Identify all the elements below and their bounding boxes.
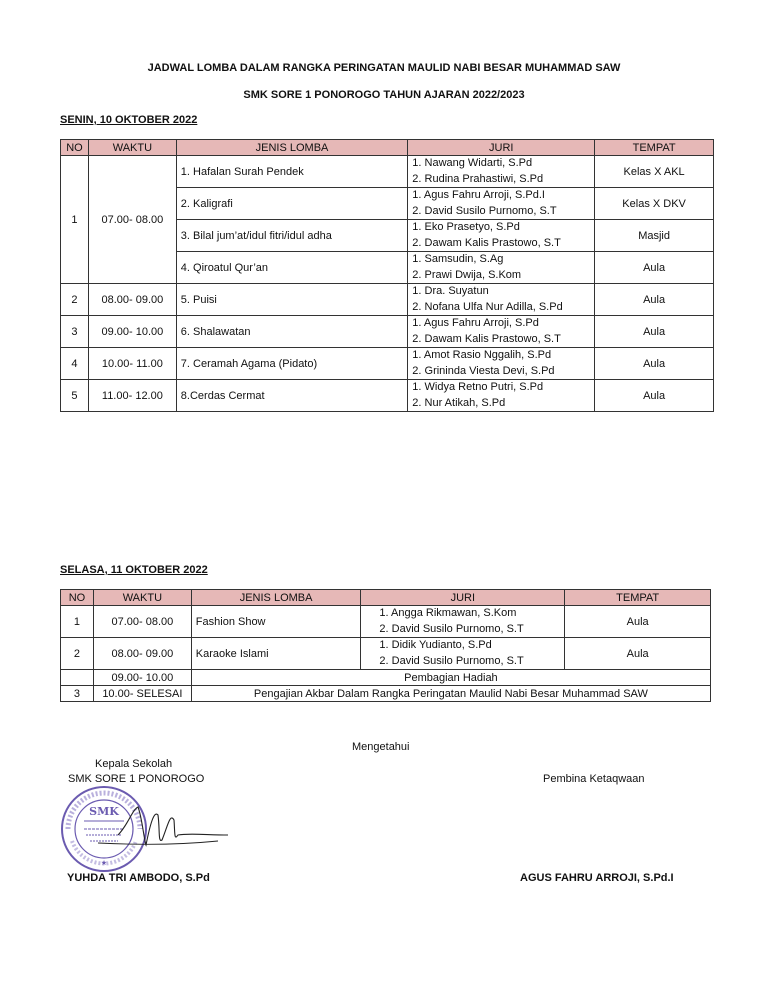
row-no: 3	[61, 686, 94, 702]
table-row	[61, 638, 711, 670]
svg-text:★: ★	[100, 860, 108, 867]
row-juri-2: 2. David Susilo Purnomo, S.T	[379, 622, 524, 635]
row-place: Aula	[595, 284, 714, 316]
table-row	[61, 670, 711, 686]
row-time: 11.00- 12.00	[88, 380, 176, 412]
row-place: Aula	[565, 606, 711, 638]
row-time: 09.00- 10.00	[93, 670, 191, 686]
row-no: 1	[61, 606, 94, 638]
row-juri-1: 1. Widya Retno Putri, S.Pd	[412, 381, 544, 393]
row-place: Masjid	[595, 220, 714, 252]
school-stamp-icon	[58, 785, 238, 875]
row-juri-1: 1. Amot Rasio Nggalih, S.Pd	[412, 349, 552, 361]
day2-label: SELASA, 11 OKTOBER 2022	[60, 564, 208, 576]
row-time: 10.00- 11.00	[88, 348, 176, 380]
pembina-title: Pembina Ketaqwaan	[543, 773, 645, 785]
col-header-juri: JURI	[361, 590, 565, 606]
document-subtitle: SMK SORE 1 PONOROGO TAHUN AJARAN 2022/2023	[243, 89, 525, 101]
document-title: JADWAL LOMBA DALAM RANGKA PERINGATAN MAULID NABI BESAR MUHAMMAD SAW	[147, 62, 621, 74]
table-row	[61, 284, 714, 316]
row-place: Aula	[595, 316, 714, 348]
col-header-no: NO	[61, 590, 94, 606]
col-header-no: NO	[61, 140, 89, 156]
row-juri-2: 2. Prawi Dwija, S.Kom	[412, 268, 522, 281]
row-time: 08.00- 09.00	[93, 638, 191, 670]
row-event: 1. Hafalan Surah Pendek	[176, 156, 407, 188]
col-header-tempat: TEMPAT	[565, 590, 711, 606]
row-place: Kelas X AKL	[595, 156, 714, 188]
table-row	[61, 156, 714, 188]
row-time: 10.00- SELESAI	[93, 686, 191, 702]
table-header-row	[61, 140, 714, 156]
row-no: 2	[61, 638, 94, 670]
row-juri-1: 1. Samsudin, S.Ag	[412, 253, 504, 265]
table-header-row	[61, 590, 711, 606]
row-event: Karaoke Islami	[191, 638, 361, 670]
row-juri-1: 1. Agus Fahru Arroji, S.Pd.I	[412, 189, 545, 201]
row-event: 5. Puisi	[176, 284, 407, 316]
row-closing-event: Pengajian Akbar Dalam Rangka Peringatan Maulid Nabi Besar Muhammad SAW	[191, 686, 710, 702]
schedule-table-day1	[60, 139, 714, 412]
pembina-name: AGUS FAHRU ARROJI, S.Pd.I	[520, 872, 674, 884]
row-no: 3	[61, 316, 89, 348]
row-juri-1: 1. Angga Rikmawan, S.Kom	[379, 607, 517, 619]
row-no: 1	[61, 156, 89, 284]
row-juri-2: 2. David Susilo Purnomo, S.T	[412, 204, 557, 217]
principal-name: YUHDA TRI AMBODO, S.Pd	[67, 872, 210, 884]
row-juri-1: 1. Agus Fahru Arroji, S.Pd	[412, 317, 539, 329]
stamp-text: SMK	[89, 805, 119, 818]
row-juri-2: 2. Nofana Ulfa Nur Adilla, S.Pd	[412, 300, 563, 313]
row-no-empty	[61, 670, 94, 686]
row-juri-1: 1. Eko Prasetyo, S.Pd	[412, 221, 520, 233]
table-row	[61, 606, 711, 638]
row-juri-2: 2. Nur Atikah, S.Pd	[412, 396, 506, 409]
row-place: Aula	[595, 252, 714, 284]
row-place: Aula	[565, 638, 711, 670]
row-place: Aula	[595, 380, 714, 412]
col-header-jenis-lomba: JENIS LOMBA	[176, 140, 407, 156]
col-header-tempat: TEMPAT	[595, 140, 714, 156]
col-header-waktu: WAKTU	[88, 140, 176, 156]
row-no: 5	[61, 380, 89, 412]
mengetahui-label: Mengetahui	[352, 741, 410, 753]
table-row	[61, 686, 711, 702]
row-juri-1: 1. Dra. Suyatun	[412, 285, 489, 297]
row-event: 8.Cerdas Cermat	[176, 380, 407, 412]
col-header-waktu: WAKTU	[93, 590, 191, 606]
row-place: Kelas X DKV	[595, 188, 714, 220]
row-juri-2: 2. David Susilo Purnomo, S.T	[379, 654, 524, 667]
row-event: 4. Qiroatul Qur’an	[176, 252, 407, 284]
table-row	[61, 380, 714, 412]
row-no: 2	[61, 284, 89, 316]
row-time: 08.00- 09.00	[88, 284, 176, 316]
row-juri-2: 2. Dawam Kalis Prastowo, S.T	[412, 332, 561, 345]
row-juri-2: 2. Grininda Viesta Devi, S.Pd	[412, 364, 555, 377]
row-time: 07.00- 08.00	[88, 156, 176, 284]
col-header-jenis-lomba: JENIS LOMBA	[191, 590, 361, 606]
row-time: 09.00- 10.00	[88, 316, 176, 348]
row-time: 07.00- 08.00	[93, 606, 191, 638]
row-juri-1: 1. Nawang Widarti, S.Pd	[412, 157, 533, 169]
schedule-table-day2	[60, 589, 711, 702]
row-place: Aula	[595, 348, 714, 380]
row-event: 2. Kaligrafi	[176, 188, 407, 220]
row-no: 4	[61, 348, 89, 380]
row-juri-2: 2. Rudina Prahastiwi, S.Pd	[412, 172, 544, 185]
row-hadiah: Pembagian Hadiah	[191, 670, 710, 686]
principal-title: Kepala Sekolah	[95, 758, 173, 770]
row-juri-2: 2. Dawam Kalis Prastowo, S.T	[412, 236, 561, 249]
day1-label: SENIN, 10 OKTOBER 2022	[60, 114, 198, 126]
row-event: Fashion Show	[191, 606, 361, 638]
col-header-juri: JURI	[408, 140, 595, 156]
row-event: 3. Bilal jum’at/idul fitri/idul adha	[176, 220, 407, 252]
school-name: SMK SORE 1 PONOROGO	[68, 773, 205, 785]
row-event: 7. Ceramah Agama (Pidato)	[176, 348, 407, 380]
table-row	[61, 316, 714, 348]
table-row	[61, 348, 714, 380]
row-event: 6. Shalawatan	[176, 316, 407, 348]
row-juri-1: 1. Didik Yudianto, S.Pd	[379, 639, 492, 651]
